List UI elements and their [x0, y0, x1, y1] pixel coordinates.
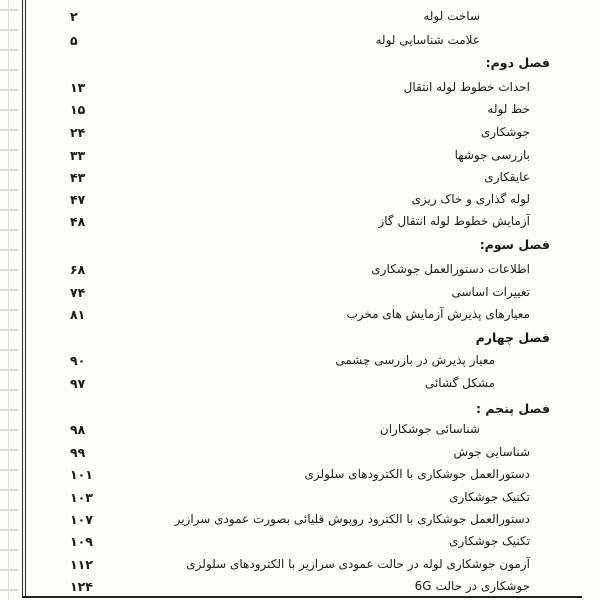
toc-entry-title: تکنیک جوشکاری	[449, 490, 530, 504]
toc-entry-title: دستورالعمل جوشکاری با الکترود روپوش قلیائی بصورت عمودی سرازیر	[174, 512, 530, 526]
toc-entry-title: شناسائی جوشکاران	[379, 422, 480, 436]
toc-entry-title: ساخت لوله	[423, 9, 480, 23]
toc-entry	[40, 5, 560, 27]
toc-entry-title: معیارهای پذیرش آزمایش های مخرب	[346, 307, 530, 321]
toc-entry-title: شناسایی جوش	[453, 445, 530, 459]
toc-entry	[40, 210, 560, 232]
toc-entry	[40, 508, 560, 530]
chapter-heading	[40, 51, 560, 73]
toc-entry-page: ۹۰	[70, 352, 86, 368]
page-frame-line	[25, 0, 26, 598]
toc-entry	[40, 530, 560, 552]
toc-entry-title: تغییرات اساسی	[451, 285, 530, 299]
toc-entry	[40, 441, 560, 463]
toc-entry-page: ۷۴	[70, 284, 86, 300]
toc-entry-page: ۱۳	[70, 79, 86, 95]
toc-entry	[40, 188, 560, 210]
toc-entry-title: دستورالعمل جوشکاری با الکترودهای سلولزی	[304, 467, 530, 481]
toc-entry-page: ۲	[70, 8, 78, 24]
toc-entry	[40, 303, 560, 325]
toc-entry	[40, 575, 560, 597]
toc-entry-page: ۲۴	[70, 124, 86, 140]
toc-entry-page: ۹۸	[70, 421, 86, 437]
chapter-heading-title: فصل پنجم :	[476, 400, 550, 416]
toc-entry-page: ۱۰۹	[70, 533, 93, 549]
toc-entry-page: ۸۱	[70, 306, 86, 322]
toc-entry-page: ۱۰۳	[70, 489, 93, 505]
chapter-heading	[40, 233, 560, 255]
toc-entry-page: ۴۳	[70, 169, 86, 185]
toc-entry-title: خط لوله	[487, 102, 530, 116]
table-of-contents	[40, 0, 560, 600]
toc-entry	[40, 76, 560, 98]
toc-entry-page: ۶۸	[70, 261, 86, 277]
toc-entry-title: بازرسی جوشها	[454, 148, 530, 162]
toc-entry-title: جوشکاری	[480, 125, 530, 139]
toc-entry	[40, 121, 560, 143]
chapter-heading-title: فصل چهارم	[475, 329, 550, 345]
toc-entry-title: عایقکاری	[484, 170, 530, 184]
chapter-heading-title: فصل سوم:	[479, 236, 550, 252]
chapter-heading	[40, 397, 560, 419]
toc-entry-page: ۱۰۱	[70, 466, 93, 482]
toc-entry-page: ۱۵	[70, 101, 86, 117]
toc-entry	[40, 166, 560, 188]
toc-entry	[40, 281, 560, 303]
spiral-binding	[0, 0, 18, 600]
chapter-heading-title: فصل دوم:	[485, 54, 550, 70]
toc-entry-title: تکنیک جوشکاری	[449, 534, 530, 548]
toc-entry-title: لوله گذاری و خاک ریزی	[411, 192, 530, 206]
toc-entry-title: علامت شناسایی لوله	[375, 33, 480, 47]
toc-entry-page: ۱۰۷	[70, 511, 93, 527]
toc-entry-title: آزمایش خطوط لوله انتقال گاز	[378, 214, 530, 228]
toc-entry	[40, 144, 560, 166]
toc-entry-title: اطلاعات دستورالعمل جوشکاری	[371, 262, 530, 276]
toc-entry	[40, 486, 560, 508]
chapter-heading	[40, 326, 560, 348]
toc-entry-page: ۹۷	[70, 375, 86, 391]
toc-entry	[40, 418, 560, 440]
toc-entry	[40, 553, 560, 575]
toc-entry	[40, 258, 560, 280]
toc-entry-title: مشکل گشائی	[424, 376, 495, 390]
page-frame-line	[22, 0, 23, 598]
toc-entry	[40, 463, 560, 485]
toc-entry	[40, 372, 560, 394]
toc-entry-title: آزمون جوشکاری لوله در حالت عمودی سرازیر با الکترودهای سلولزی	[186, 557, 530, 571]
toc-entry	[40, 349, 560, 371]
toc-entry-title: معیار پذیرش در بازرسی چشمی	[335, 353, 495, 367]
toc-entry-title: جوشکاری در حالت 6G	[414, 579, 530, 593]
toc-entry-page: ۱۲۴	[70, 578, 93, 594]
toc-entry	[40, 29, 560, 51]
toc-entry-page: ۴۷	[70, 191, 86, 207]
toc-entry-page: ۴۸	[70, 213, 86, 229]
toc-entry-page: ۳۳	[70, 147, 86, 163]
toc-entry	[40, 98, 560, 120]
toc-entry-page: ۱۱۲	[70, 556, 93, 572]
toc-entry-page: ۵	[70, 32, 78, 48]
toc-entry-page: ۹۹	[70, 444, 86, 460]
toc-entry-title: احداث خطوط لوله انتقال	[403, 80, 530, 94]
